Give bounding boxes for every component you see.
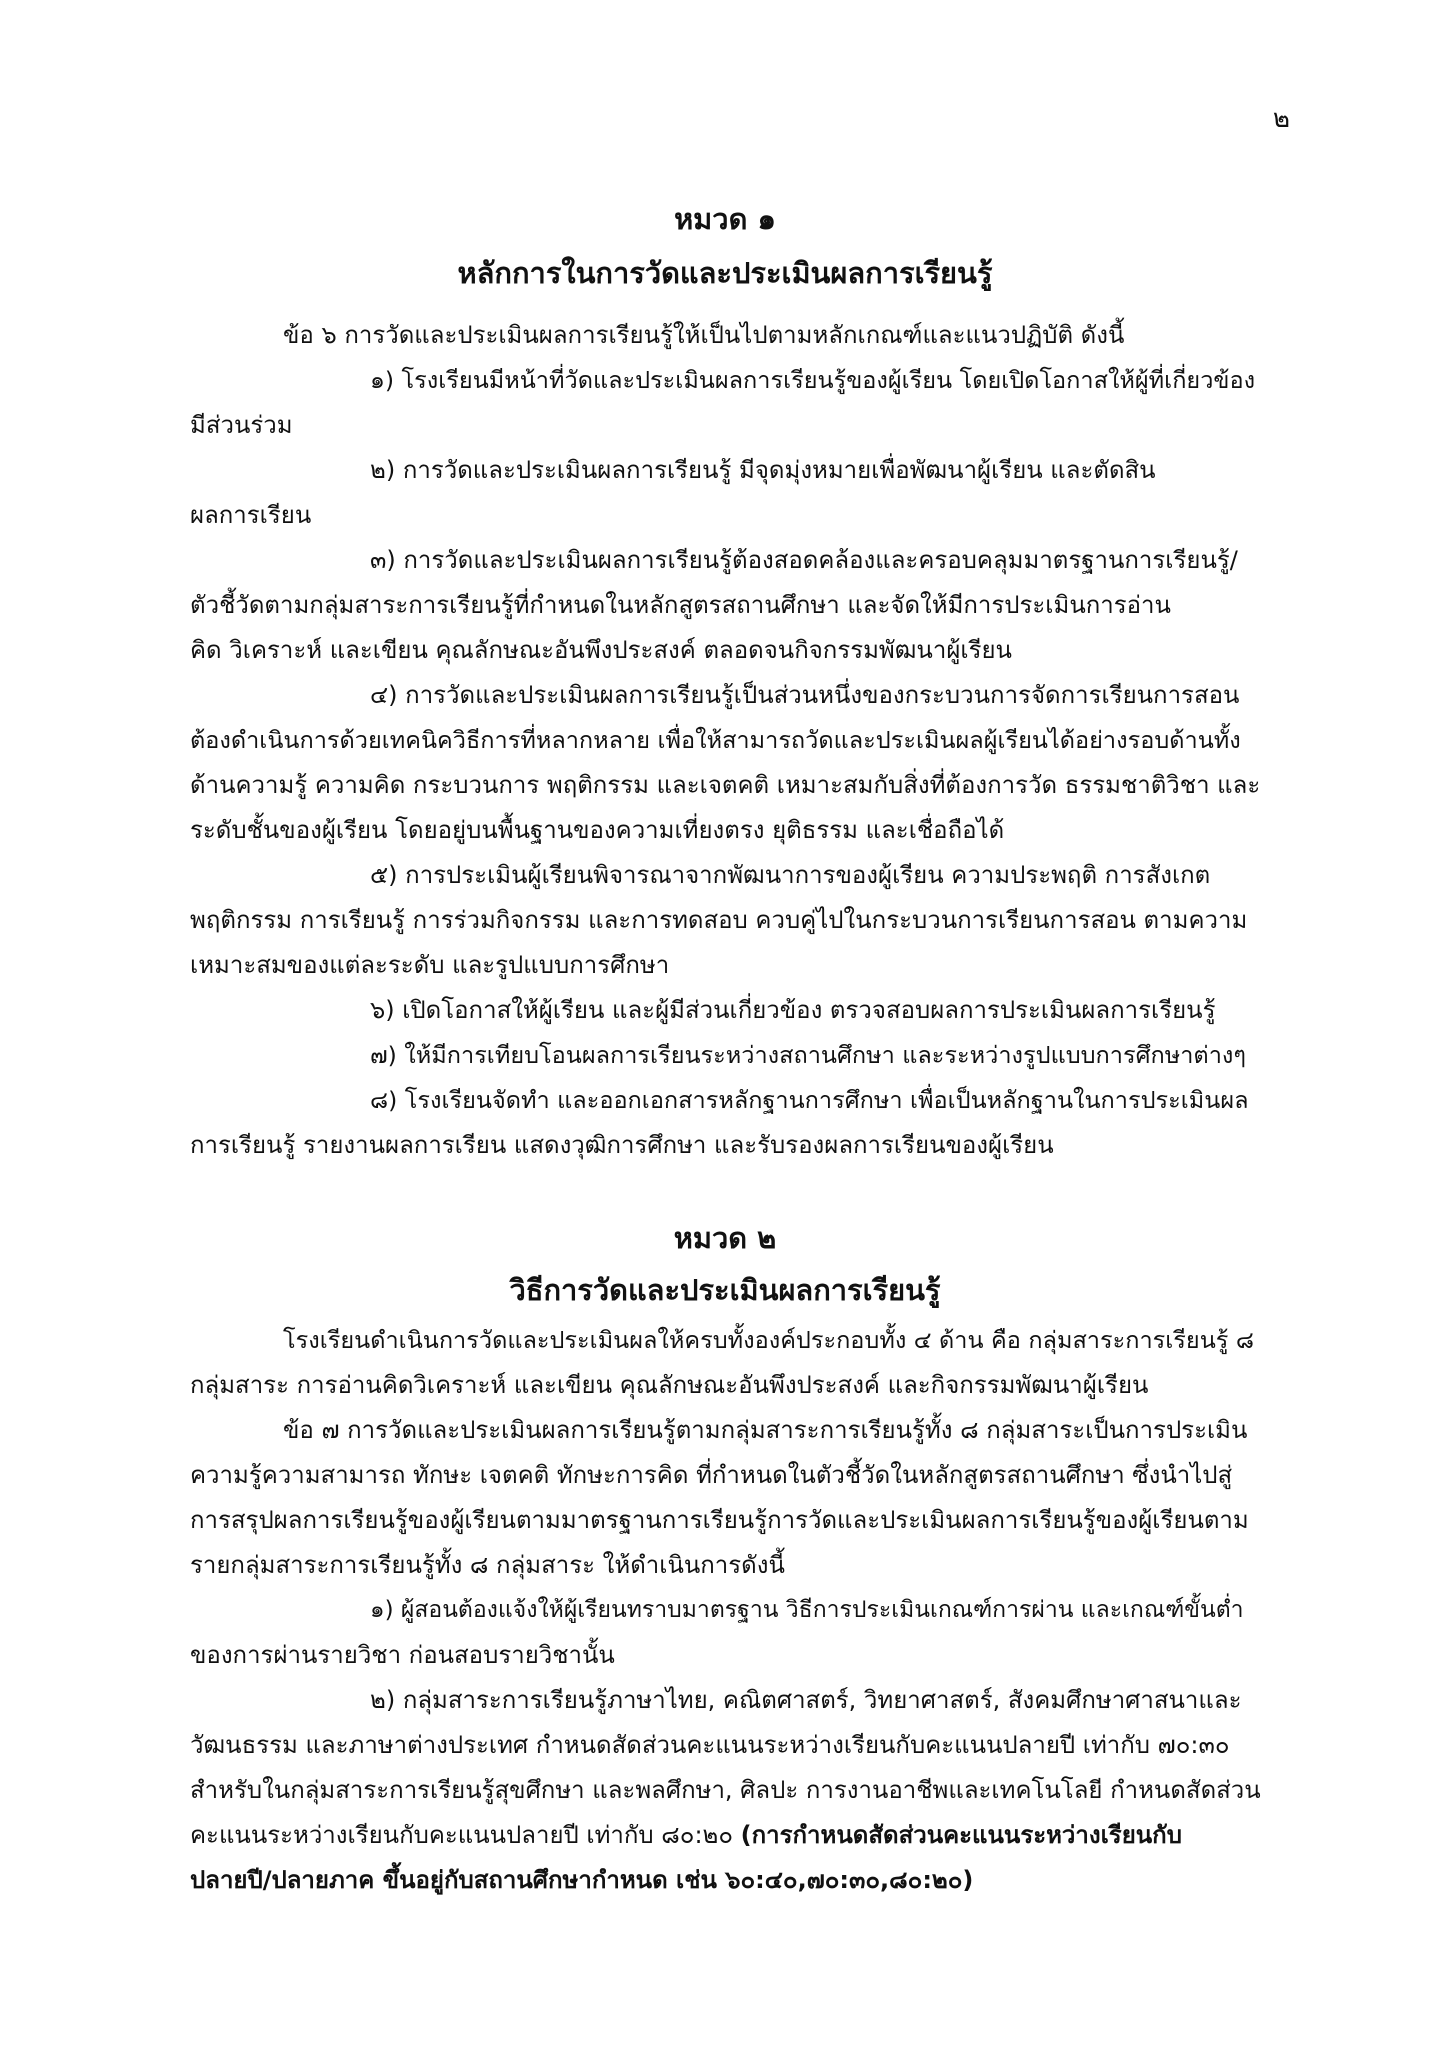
chapter-1-title: หลักการในการวัดและประเมินผลการเรียนรู้ [457,256,993,290]
paragraph-line: พฤติกรรม การเรียนรู้ การร่วมกิจกรรม และการทดสอบ ควบคู่ไปในกระบวนการเรียนการสอน ตามความ [190,906,1248,934]
paragraph-line: ๖) เปิดโอกาสให้ผู้เรียน และผู้มีส่วนเกี่ยวข้อง ตรวจสอบผลการประเมินผลการเรียนรู้ [370,996,1216,1024]
paragraph-line: ของการผ่านรายวิชา ก่อนสอบรายวิชานั้น [190,1641,615,1669]
paragraph-line: ๓) การวัดและประเมินผลการเรียนรู้ต้องสอดคล้องและครอบคลุมมาตรฐานการเรียนรู้/ [370,546,1238,574]
paragraph-line: การเรียนรู้ รายงานผลการเรียน แสดงวุฒิการศึกษา และรับรองผลการเรียนของผู้เรียน [190,1131,1054,1159]
paragraph-line: ข้อ ๖ การวัดและประเมินผลการเรียนรู้ให้เป็นไปตามหลักเกณฑ์และแนวปฏิบัติ ดังนี้ [283,321,1125,349]
paragraph-line: ๘) โรงเรียนจัดทำ และออกเอกสารหลักฐานการศึกษา เพื่อเป็นหลักฐานในการประเมินผล [370,1086,1249,1114]
paragraph-line: คิด วิเคราะห์ และเขียน คุณลักษณะอันพึงประสงค์ ตลอดจนกิจกรรมพัฒนาผู้เรียน [190,636,1012,664]
paragraph-line: ตัวชี้วัดตามกลุ่มสาระการเรียนรู้ที่กำหนดในหลักสูตรสถานศึกษา และจัดให้มีการประเมินการอ่าน [190,591,1171,619]
paragraph-line: ด้านความรู้ ความคิด กระบวนการ พฤติกรรม และเจตคติ เหมาะสมกับสิ่งที่ต้องการวัด ธรรมชาติวิชา และ [190,771,1261,799]
chapter-2-heading: หมวด ๒ [673,1221,777,1255]
paragraph-line: ระดับชั้นของผู้เรียน โดยอยู่บนพื้นฐานของความเที่ยงตรง ยุติธรรม และเชื่อถือได้ [190,816,1005,844]
paragraph-line: การสรุปผลการเรียนรู้ของผู้เรียนตามมาตรฐานการเรียนรู้การวัดและประเมินผลการเรียนรู้ของผู้เรียนตาม [190,1506,1249,1534]
bold-note-line: ปลายปี/ปลายภาค ขึ้นอยู่กับสถานศึกษากำหนด เช่น ๖๐:๔๐,๗๐:๓๐,๘๐:๒๐) [190,1866,974,1894]
paragraph-line: โรงเรียนดำเนินการวัดและประเมินผลให้ครบทั้งองค์ประกอบทั้ง ๔ ด้าน คือ กลุ่มสาระการเรียนรู้ ๘ [283,1326,1254,1354]
chapter-1-heading: หมวด ๑ [674,202,776,236]
bold-note-text: (การกำหนดสัดส่วนคะแนนระหว่างเรียนกับ [740,1821,1182,1849]
chapter-2-title: วิธีการวัดและประเมินผลการเรียนรู้ [509,1273,941,1307]
page-number: ๒ [1272,104,1290,134]
paragraph-line: สำหรับในกลุ่มสาระการเรียนรู้สุขศึกษา และพลศึกษา, ศิลปะ การงานอาชีพและเทคโนโลยี กำหนดสัดส่วน [190,1776,1261,1804]
paragraph-line: ข้อ ๗ การวัดและประเมินผลการเรียนรู้ตามกลุ่มสาระการเรียนรู้ทั้ง ๘ กลุ่มสาระเป็นการประเมิน [283,1416,1248,1444]
paragraph-line-mixed [190,1820,1182,1850]
paragraph-line: ๔) การวัดและประเมินผลการเรียนรู้เป็นส่วนหนึ่งของกระบวนการจัดการเรียนการสอน [370,681,1240,709]
paragraph-line: รายกลุ่มสาระการเรียนรู้ทั้ง ๘ กลุ่มสาระ ให้ดำเนินการดังนี้ [190,1551,785,1579]
paragraph-text: คะแนนระหว่างเรียนกับคะแนนปลายปี เท่ากับ ๘๐:๒๐ [190,1821,741,1849]
paragraph-line: ๒) กลุ่มสาระการเรียนรู้ภาษาไทย, คณิตศาสตร์, วิทยาศาสตร์, สังคมศึกษาศาสนาและ [370,1686,1242,1714]
paragraph-line: วัฒนธรรม และภาษาต่างประเทศ กำหนดสัดส่วนคะแนนระหว่างเรียนกับคะแนนปลายปี เท่ากับ ๗๐:๓๐ [190,1731,1230,1759]
paragraph-line: เหมาะสมของแต่ละระดับ และรูปแบบการศึกษา [190,951,670,979]
paragraph-line: ความรู้ความสามารถ ทักษะ เจตคติ ทักษะการคิด ที่กำหนดในตัวชี้วัดในหลักสูตรสถานศึกษา ซึ่งนำไปสู่ [190,1461,1233,1489]
paragraph-line: ๗) ให้มีการเทียบโอนผลการเรียนระหว่างสถานศึกษา และระหว่างรูปแบบการศึกษาต่างๆ [370,1041,1246,1069]
paragraph-line: กลุ่มสาระ การอ่านคิดวิเคราะห์ และเขียน คุณลักษณะอันพึงประสงค์ และกิจกรรมพัฒนาผู้เรียน [190,1371,1149,1399]
paragraph-line: ๑) โรงเรียนมีหน้าที่วัดและประเมินผลการเรียนรู้ของผู้เรียน โดยเปิดโอกาสให้ผู้ที่เกี่ยวข้อง [370,366,1256,394]
paragraph-line: ต้องดำเนินการด้วยเทคนิควิธีการที่หลากหลาย เพื่อให้สามารถวัดและประเมินผลผู้เรียนได้อย่างรอบด้านทั้ง [190,726,1241,754]
paragraph-line: ๕) การประเมินผู้เรียนพิจารณาจากพัฒนาการของผู้เรียน ความประพฤติ การสังเกต [370,861,1211,889]
paragraph-line: ๒) การวัดและประเมินผลการเรียนรู้ มีจุดมุ่งหมายเพื่อพัฒนาผู้เรียน และตัดสิน [370,456,1156,484]
paragraph-line: ๑) ผู้สอนต้องแจ้งให้ผู้เรียนทราบมาตรฐาน วิธีการประเมินเกณฑ์การผ่าน และเกณฑ์ขั้นต่ำ [370,1597,1244,1623]
paragraph-line: ผลการเรียน [190,501,312,529]
paragraph-line: มีส่วนร่วม [190,411,293,439]
